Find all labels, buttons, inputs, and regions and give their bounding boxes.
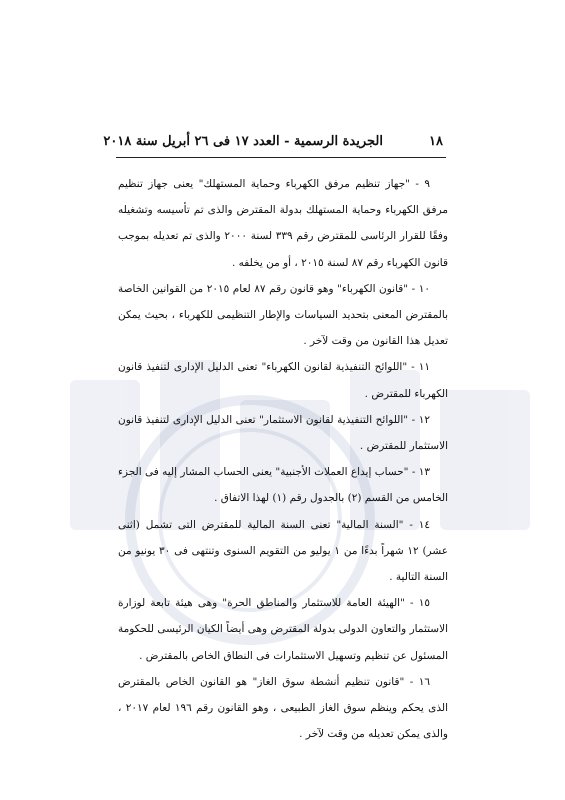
definition-paragraph: ١٦ - "قانون تنظيم أنشطة سوق الغاز" هو القانون الخاص بالمقترض الذى يحكم وينظم سوق الغاز الطبيعى ، وهو القانون رقم ١٩٦ لعام ٢٠١٧ ، والذى يمكن تعديله من وقت لآخر . [118, 675, 448, 741]
definition-paragraph: ١٤ - "السنة المالية" تعنى السنة المالية للمقترض التى تشمل (اثنى عشر) ١٢ شهراً بدءًا من ١ يوليو من التقويم السنوى وتنتهى فى ٣٠ يونيو من السنة التالية . [118, 518, 448, 584]
gazette-header-title: الجريدة الرسمية - العدد ١٧ فى ٢٦ أبريل سنة ٢٠١٨ [103, 134, 383, 149]
header-divider [116, 157, 446, 158]
definition-paragraph: ١٠ - "قانون الكهرباء" وهو قانون رقم ٨٧ لعام ٢٠١٥ من القوانين الخاصة بالمقترض المعنى بتحديد السياسات والإطار التنظيمى للكهرباء ، بحيث يمكن تعديل هذا القانون من وقت لآخر . [118, 282, 448, 348]
definition-paragraph: ١٢ - "اللوائح التنفيذية لقانون الاستثمار" تعنى الدليل الإدارى لتنفيذ قانون الاستثمار للمقترض . [118, 413, 448, 453]
definition-paragraph: ١١ - "اللوائح التنفيذية لقانون الكهرباء" تعنى الدليل الإدارى لتنفيذ قانون الكهرباء للمقترض . [118, 361, 448, 400]
definition-paragraph: ٩ - "جهاز تنظيم مرفق الكهرباء وحماية المستهلك" يعنى جهاز تنظيم مرفق الكهرباء وحماية المستهلك بدولة المقترض والذى تم تأسيسه وتشغيله وفقًا للقرار الرئاسى للمقترض رقم ٣٣٩ لسنة ٢٠٠٠ والذى تم تعديله بموجب قانون الكهرباء رقم ٨٧ لسنة ٢٠١٥ ، أو من يخلفه . [118, 178, 448, 269]
definitions-body [118, 171, 448, 747]
page-number: ١٨ [429, 134, 443, 149]
definition-paragraph: ١٣ - "حساب إيداع العملات الأجنبية" يعنى الحساب المشار إليه فى الجزء الخامس من القسم (٢) بالجدول رقم (١) لهذا الاتفاق . [118, 466, 448, 505]
definition-paragraph: ١٥ - "الهيئة العامة للاستثمار والمناطق الحرة" وهى هيئة تابعة لوزارة الاستثمار والتعاون الدولى بدولة المقترض وهى أيضاً الكيان الرئيسى للحكومة المسئول عن تنظيم وتسهيل الاستثمارات فى النطاق الخاص بالمقترض . [118, 597, 448, 662]
page-header [103, 134, 443, 156]
